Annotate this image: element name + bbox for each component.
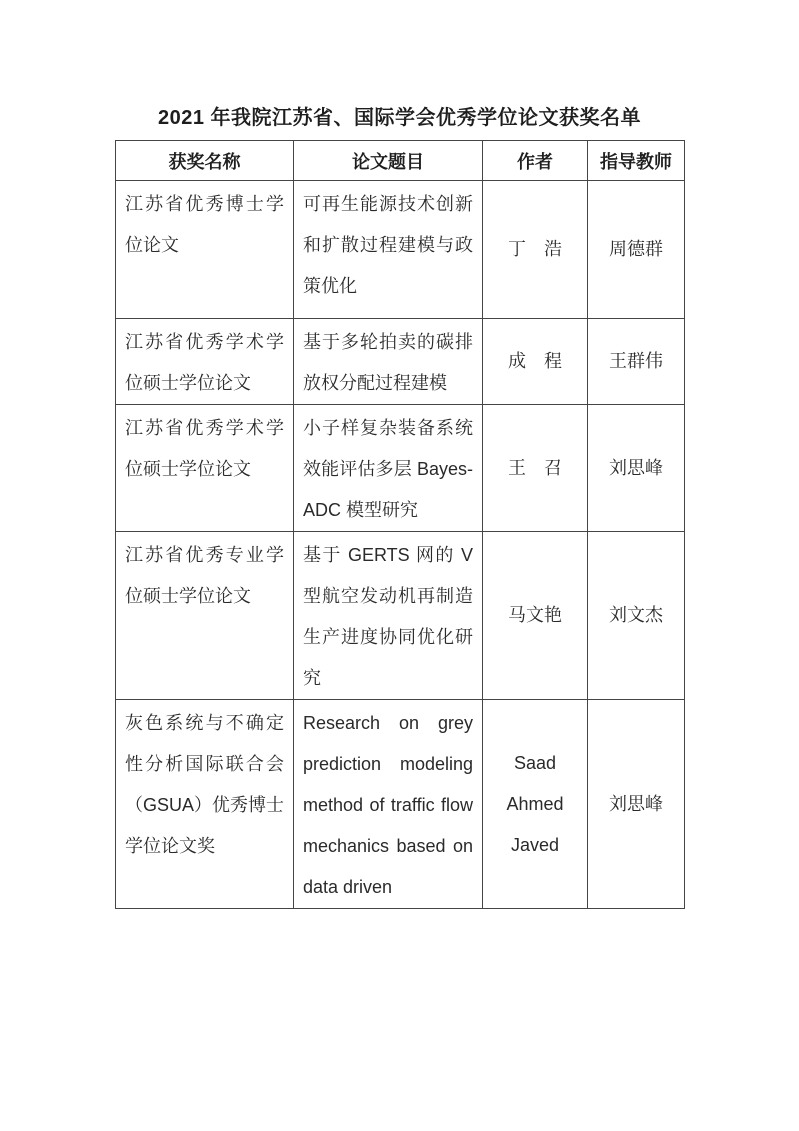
page-title: 2021 年我院江苏省、国际学会优秀学位论文获奖名单 [157, 107, 642, 129]
table-row [116, 700, 685, 909]
header-advisor: 指导教师 [588, 141, 685, 181]
cell-author: 丁 浩 [483, 181, 588, 319]
table-header-row [116, 141, 685, 181]
cell-thesis: Research on grey prediction modeling method of traffic flow mechanics based on data driven [294, 700, 483, 909]
cell-thesis: 基于 GERTS 网的 V 型航空发动机再制造生产进度协同优化研究 [294, 532, 483, 700]
header-thesis-title: 论文题目 [294, 141, 483, 181]
cell-author: 成 程 [483, 319, 588, 405]
table-row [116, 405, 685, 532]
cell-advisor: 刘文杰 [588, 532, 685, 700]
cell-award: 江苏省优秀学术学位硕士学位论文 [116, 319, 294, 405]
cell-author: Saad Ahmed Javed [483, 700, 588, 909]
table-row [116, 319, 685, 405]
cell-advisor: 王群伟 [588, 319, 685, 405]
cell-thesis: 小子样复杂装备系统效能评估多层 Bayes-ADC 模型研究 [294, 405, 483, 532]
award-table [115, 140, 685, 909]
cell-author: 马文艳 [483, 532, 588, 700]
table-row [116, 181, 685, 319]
cell-thesis: 基于多轮拍卖的碳排放权分配过程建模 [294, 319, 483, 405]
cell-thesis: 可再生能源技术创新和扩散过程建模与政策优化 [294, 181, 483, 319]
cell-advisor: 周德群 [588, 181, 685, 319]
cell-advisor: 刘思峰 [588, 700, 685, 909]
cell-author: 王 召 [483, 405, 588, 532]
cell-award: 江苏省优秀学术学位硕士学位论文 [116, 405, 294, 532]
cell-award: 江苏省优秀专业学位硕士学位论文 [116, 532, 294, 700]
header-award-name: 获奖名称 [116, 141, 294, 181]
cell-award: 江苏省优秀博士学位论文 [116, 181, 294, 319]
header-author: 作者 [483, 141, 588, 181]
cell-advisor: 刘思峰 [588, 405, 685, 532]
cell-award: 灰色系统与不确定性分析国际联合会（GSUA）优秀博士学位论文奖 [116, 700, 294, 909]
table-row [116, 532, 685, 700]
